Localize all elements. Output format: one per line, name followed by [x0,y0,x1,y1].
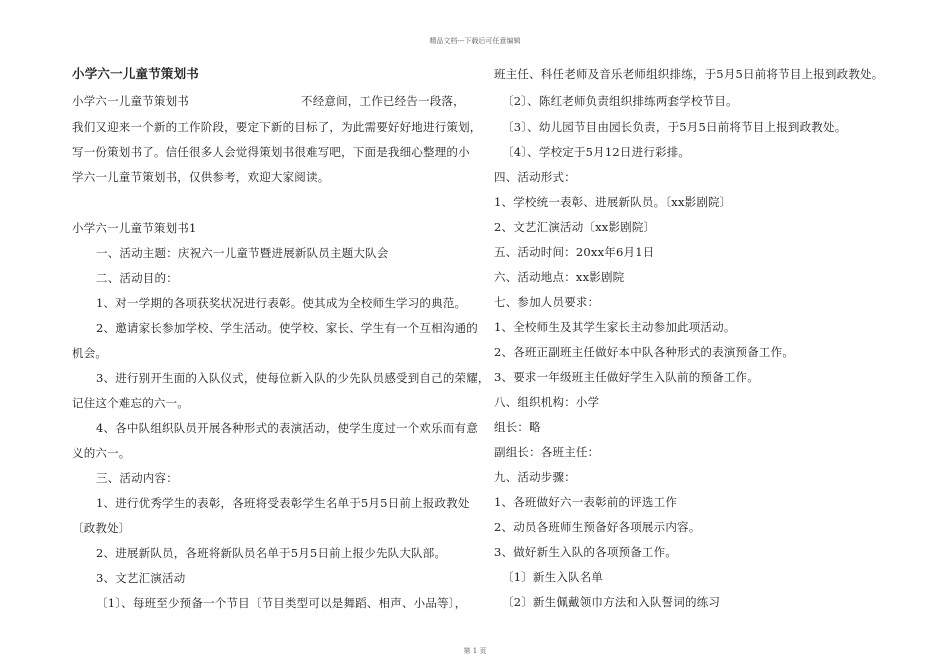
paragraph-line: 二、活动目的： [96,271,178,285]
paragraph-line: 四、活动形式： [494,170,576,184]
paragraph-line: 一、活动主题：庆祝六一儿童节暨进展新队员主题大队会 [96,246,389,260]
paragraph-line: 〔政教处〕 [72,521,131,535]
paragraph-line: 1、学校统一表彰、进展新队员。〔xx影剧院〕 [494,195,732,209]
paragraph-line: 2、文艺汇演活动〔xx影剧院〕 [494,220,656,234]
document-title: 小学六一儿童节策划书 [72,66,200,81]
intro-line-4: 学六一儿童节策划书，仅供参考，欢迎大家阅读。 [72,170,330,184]
paragraph-line: 组长：略 [494,420,541,434]
paragraph-line: 六、活动地点：xx影剧院 [494,270,625,284]
paragraph-line: 八、组织机构：小学 [494,395,600,409]
section-heading: 小学六一儿童节策划书1 [72,221,197,235]
paragraph-line: 义的六一。 [72,446,131,460]
paragraph-line: 九、活动步骤： [494,470,576,484]
page-number: 第 1 页 [463,647,487,655]
paragraph-line: 副组长：各班主任： [494,445,600,459]
page-header: 精品文档---下载后可任意编辑 [429,37,521,45]
paragraph-line: 1、对一学期的各项获奖状况进行表彰。使其成为全校师生学习的典范。 [96,296,467,310]
paragraph-line: 〔1〕新生入队名单 [502,570,604,584]
paragraph-line: 1、进行优秀学生的表彰，各班将受表彰学生名单于5月5日前上报政教处 [96,496,470,510]
intro-line-3: 写一份策划书了。信任很多人会觉得策划书很难写吧，下面是我细心整理的小 [72,145,470,159]
intro-line-2: 我们又迎来一个新的工作阶段，要定下新的目标了，为此需要好好地进行策划， [72,120,482,134]
paragraph-line: 2、动员各班师生预备好各项展示内容。 [494,520,701,534]
intro-line-1 [72,94,465,108]
paragraph-line: 2、各班正副班主任做好本中队各种形式的表演预备工作。 [494,345,795,359]
paragraph-line: 3、进行别开生面的入队仪式，使每位新入队的少先队员感受到自己的荣耀， [96,371,490,385]
paragraph-line: 三、活动内容： [96,471,178,485]
paragraph-line: 记住这个难忘的六一。 [72,396,189,410]
paragraph-line: 〔1〕、每班至少预备一个节目〔节目类型可以是舞蹈、相声、小品等〕， [96,596,467,610]
paragraph-line: 3、文艺汇演活动 [96,571,186,585]
intro-label: 小学六一儿童节策划书 [72,94,189,108]
paragraph-line: 〔2〕、陈红老师负责组织排练两套学校节目。 [502,94,738,108]
paragraph-line: 3、要求一年级班主任做好学生入队前的预备工作。 [494,370,759,384]
paragraph-line: 七、参加人员要求： [494,295,600,309]
paragraph-line: 〔2〕新生佩戴领巾方法和入队誓词的练习 [502,595,721,609]
paragraph-line: 五、活动时间：20xx年6月1日 [494,245,655,259]
paragraph-line: 1、各班做好六一表彰前的评选工作 [494,495,678,509]
paragraph-line: 〔3〕、幼儿园节目由园长负责，于5月5日前将节目上报到政教处。 [502,120,847,134]
paragraph-line: 班主任、科任老师及音乐老师组织排练，于5月5日前将节目上报到政教处。 [494,67,884,81]
paragraph-line: 1、全校师生及其学生家长主动参加此项活动。 [494,320,736,334]
paragraph-line: 3、做好新生入队的各项预备工作。 [494,545,678,559]
paragraph-line: 2、邀请家长参加学校、学生活动。使学校、家长、学生有一个互相沟通的 [96,321,478,335]
intro-line-1-tail: 不经意间，工作已经告一段落， [301,94,465,108]
paragraph-line: 〔4〕、学校定于5月12日进行彩排。 [502,145,691,159]
paragraph-line: 2、进展新队员，各班将新队员名单于5月5日前上报少先队大队部。 [96,546,447,560]
paragraph-line: 4、各中队组织队员开展各种形式的表演活动，使学生度过一个欢乐而有意 [96,421,478,435]
paragraph-line: 机会。 [72,346,108,360]
